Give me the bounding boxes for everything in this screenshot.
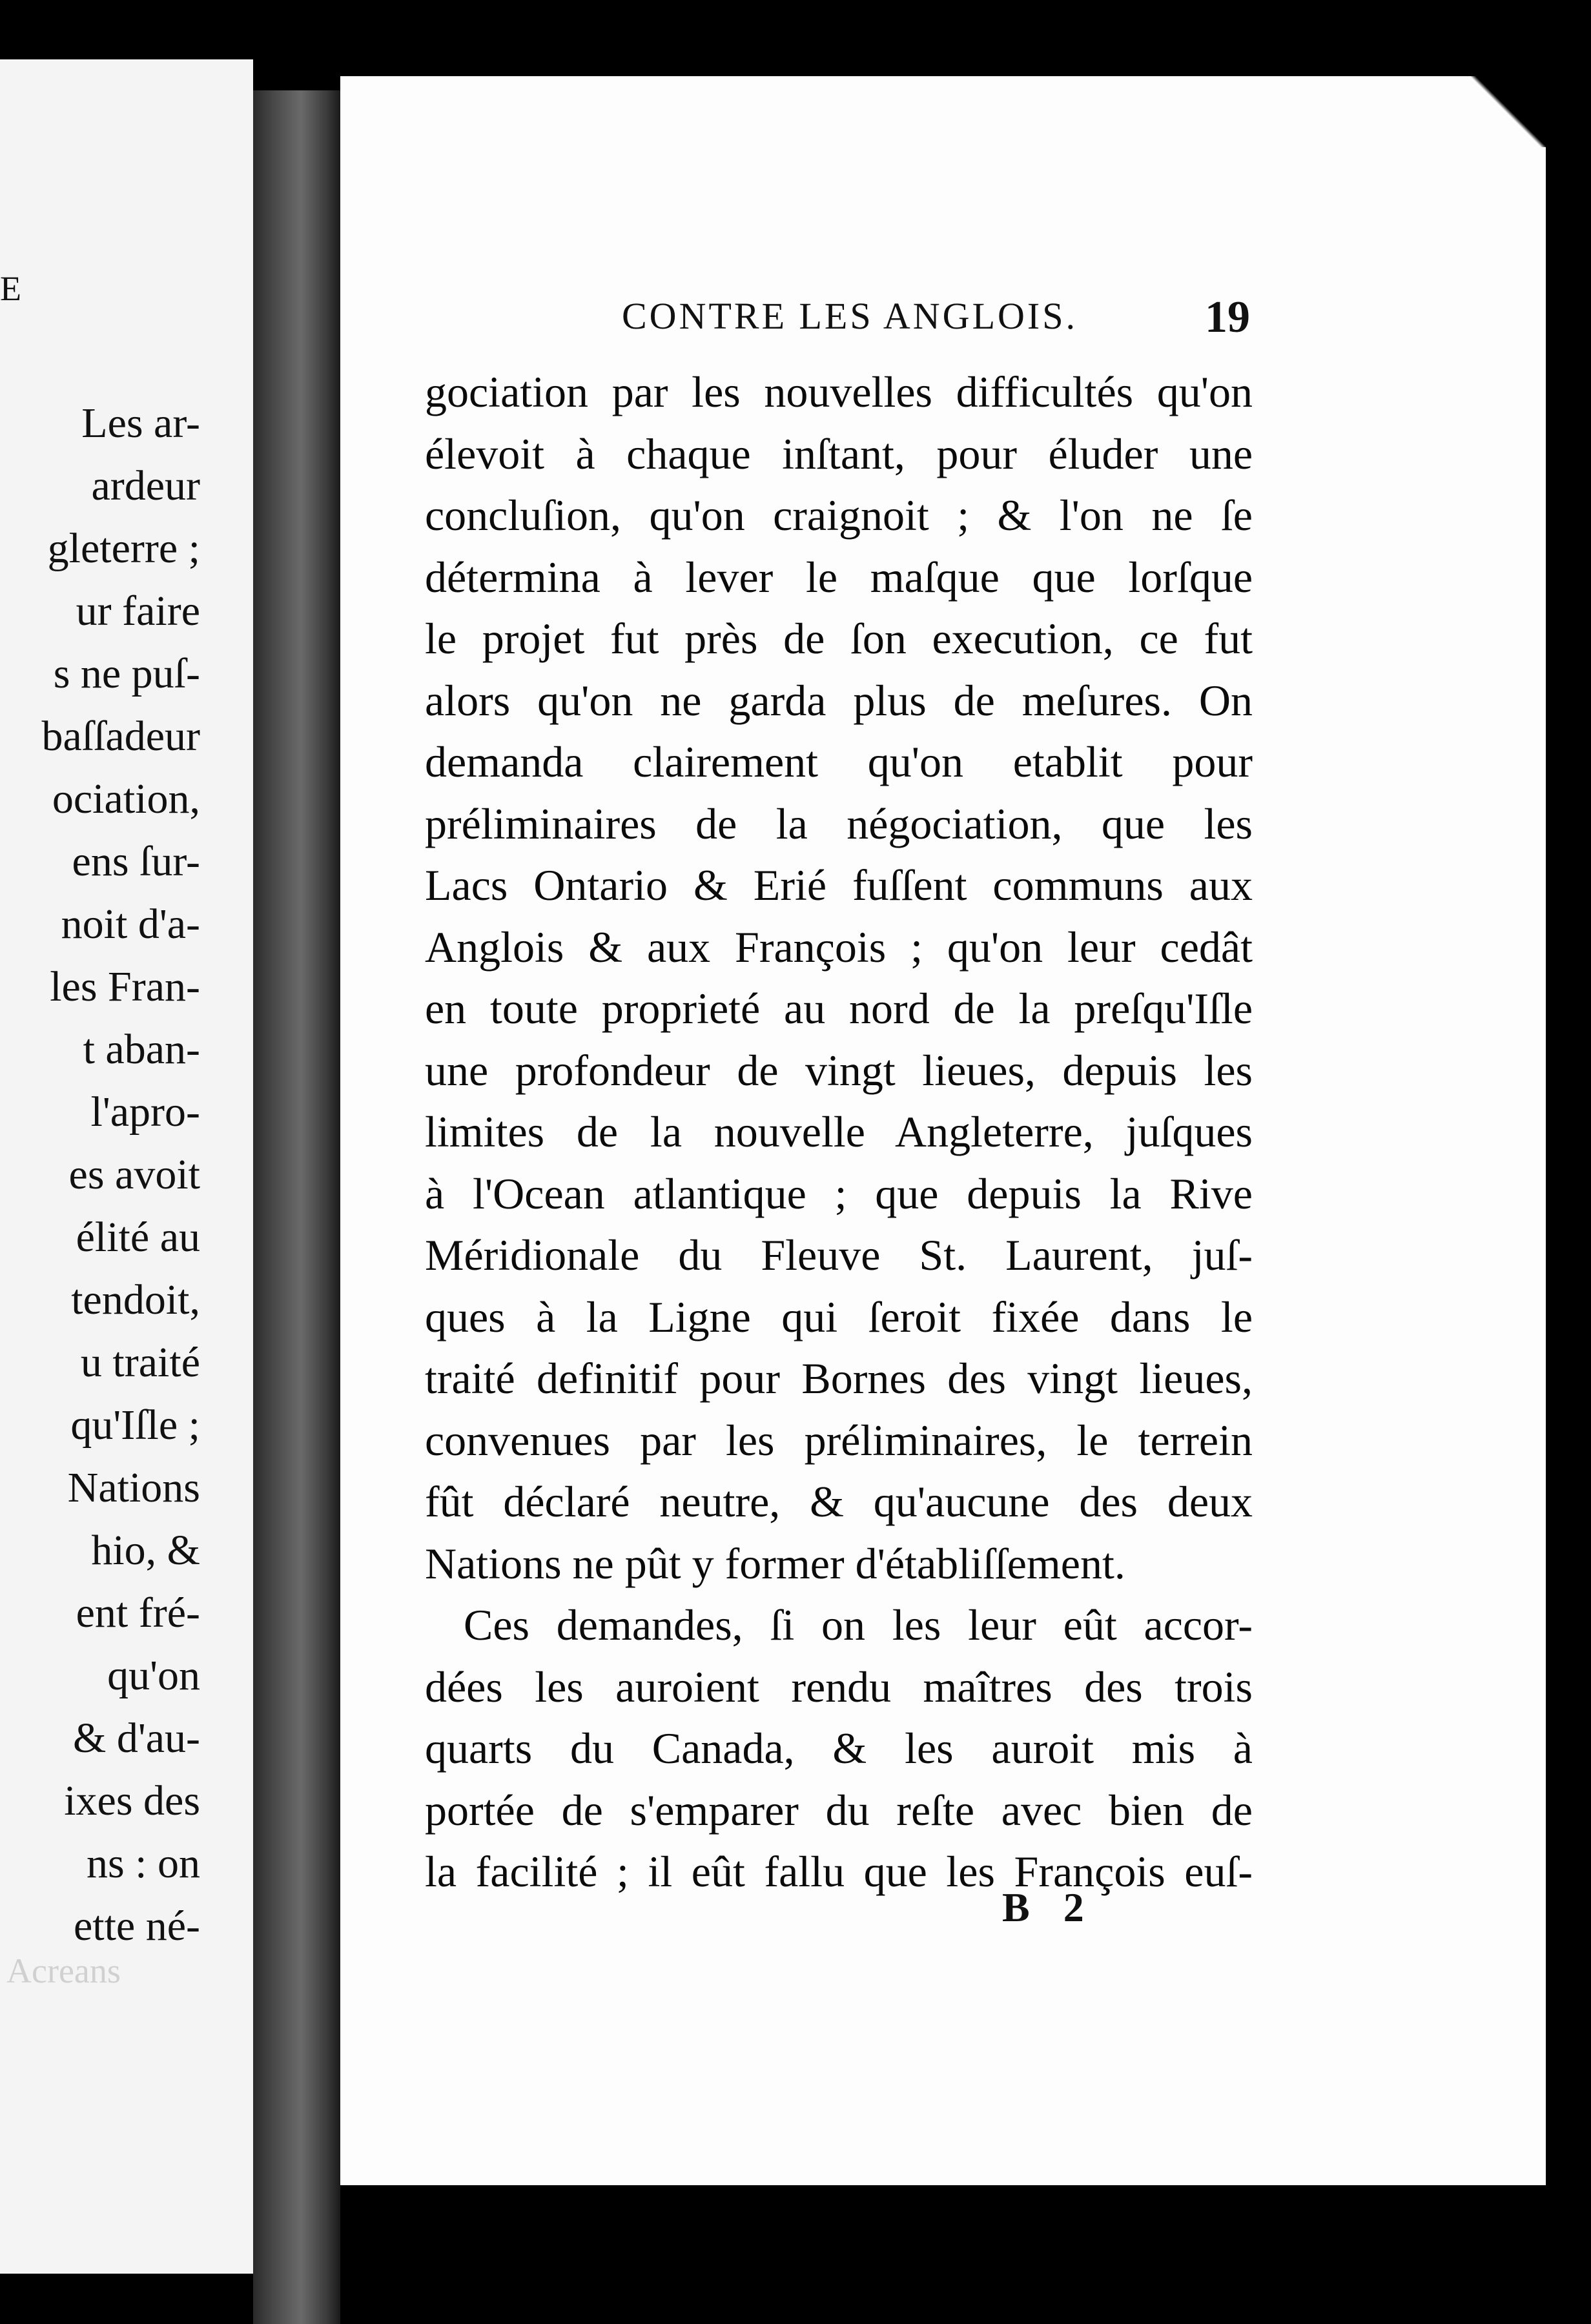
text-line: alors qu'on ne garda plus de meſures. On — [425, 675, 1253, 725]
text-line: quarts du Canada, & les auroit mis à — [425, 1724, 1253, 1773]
text-line: dées les auroient rendu maîtres des trois — [425, 1662, 1253, 1711]
left-page-line: gleterre ; — [47, 525, 200, 572]
text-line: Ces demandes, ſi on les leur eût accor- — [464, 1600, 1253, 1649]
text-line: Nations ne pût y former d'établiſſement. — [425, 1538, 1125, 1588]
text-line: élevoit à chaque inſtant, pour éluder une — [425, 429, 1253, 478]
left-page-line: les Fran- — [50, 963, 200, 1010]
page-corner-fold — [1471, 76, 1546, 147]
left-page-line: qu'Iſle ; — [70, 1402, 200, 1449]
left-page-line: u traité — [80, 1339, 200, 1386]
text-line: traité definitif pour Bornes des vingt lieues, — [425, 1354, 1253, 1403]
left-page-line: l'apro- — [90, 1088, 200, 1136]
text-line: ques à la Ligne qui ſeroit fixée dans le — [425, 1292, 1253, 1341]
left-page-line: ent fré- — [76, 1589, 200, 1636]
text-line: détermina à lever le maſque que lorſque — [425, 552, 1253, 602]
left-page-line: noit d'a- — [61, 901, 200, 948]
left-page-line: tendoit, — [71, 1276, 200, 1323]
text-line: une profondeur de vingt lieues, depuis les — [425, 1045, 1253, 1095]
text-line: concluſion, qu'on craignoit ; & l'on ne ſe — [425, 491, 1253, 540]
left-page-line: Nations — [67, 1464, 200, 1511]
left-page-line: t aban- — [83, 1026, 200, 1073]
left-page-line: ixes des — [64, 1777, 200, 1824]
left-page-line: & d'au- — [72, 1715, 200, 1762]
left-page-line: ur faire — [76, 587, 200, 635]
left-page-line: es avoit — [68, 1151, 200, 1198]
text-line: Méridionale du Fleuve St. Laurent, juſ- — [425, 1230, 1253, 1279]
left-page-line: Les ar- — [81, 400, 200, 447]
text-line: demanda clairement qu'on etablit pour — [425, 737, 1253, 786]
previous-page-fragment — [0, 59, 253, 2274]
left-page-line: ociation, — [52, 775, 200, 822]
text-line: préliminaires de la négociation, que les — [425, 799, 1253, 848]
text-line: à l'Ocean atlantique ; que depuis la Rive — [425, 1168, 1253, 1218]
left-page-line: élité au — [76, 1214, 200, 1261]
page-body-text — [425, 362, 1253, 1903]
left-page-line: baſſadeur — [41, 713, 200, 760]
left-page-mark: E — [0, 269, 21, 308]
left-page-line: ns : on — [86, 1840, 200, 1887]
left-page-line: ardeur — [91, 462, 200, 509]
text-line: limites de la nouvelle Angleterre, juſques — [425, 1107, 1253, 1156]
left-page-text — [41, 392, 200, 1957]
left-page-line: ette né- — [73, 1902, 200, 1950]
bleed-through-text: Acreans — [6, 1952, 121, 1990]
text-line: convenues par les préliminaires, le terrein — [425, 1415, 1253, 1465]
text-line: en toute proprieté au nord de la preſqu'Iſle — [425, 984, 1253, 1033]
text-line: gociation par les nouvelles difficultés qu'on — [425, 367, 1253, 416]
left-page-line: hio, & — [91, 1527, 200, 1574]
book-gutter-shadow — [253, 90, 340, 2324]
left-page-line: s ne puſ- — [53, 650, 200, 697]
left-page-line: qu'on — [107, 1652, 200, 1699]
left-page-line: ens ſur- — [72, 838, 200, 885]
running-head: CONTRE LES ANGLOIS. — [622, 295, 1078, 337]
text-line: la facilité ; il eût fallu que les François euſ- — [425, 1847, 1253, 1896]
signature-mark: B 2 — [1002, 1884, 1096, 1930]
page-number: 19 — [1205, 292, 1250, 342]
text-line: fût déclaré neutre, & qu'aucune des deux — [425, 1477, 1253, 1526]
text-line: Anglois & aux François ; qu'on leur cedât — [425, 922, 1253, 972]
text-line: portée de s'emparer du reſte avec bien de — [425, 1785, 1253, 1835]
text-line: Lacs Ontario & Erié fuſſent communs aux — [425, 861, 1253, 910]
text-line: le projet fut près de ſon execution, ce fut — [425, 614, 1253, 663]
